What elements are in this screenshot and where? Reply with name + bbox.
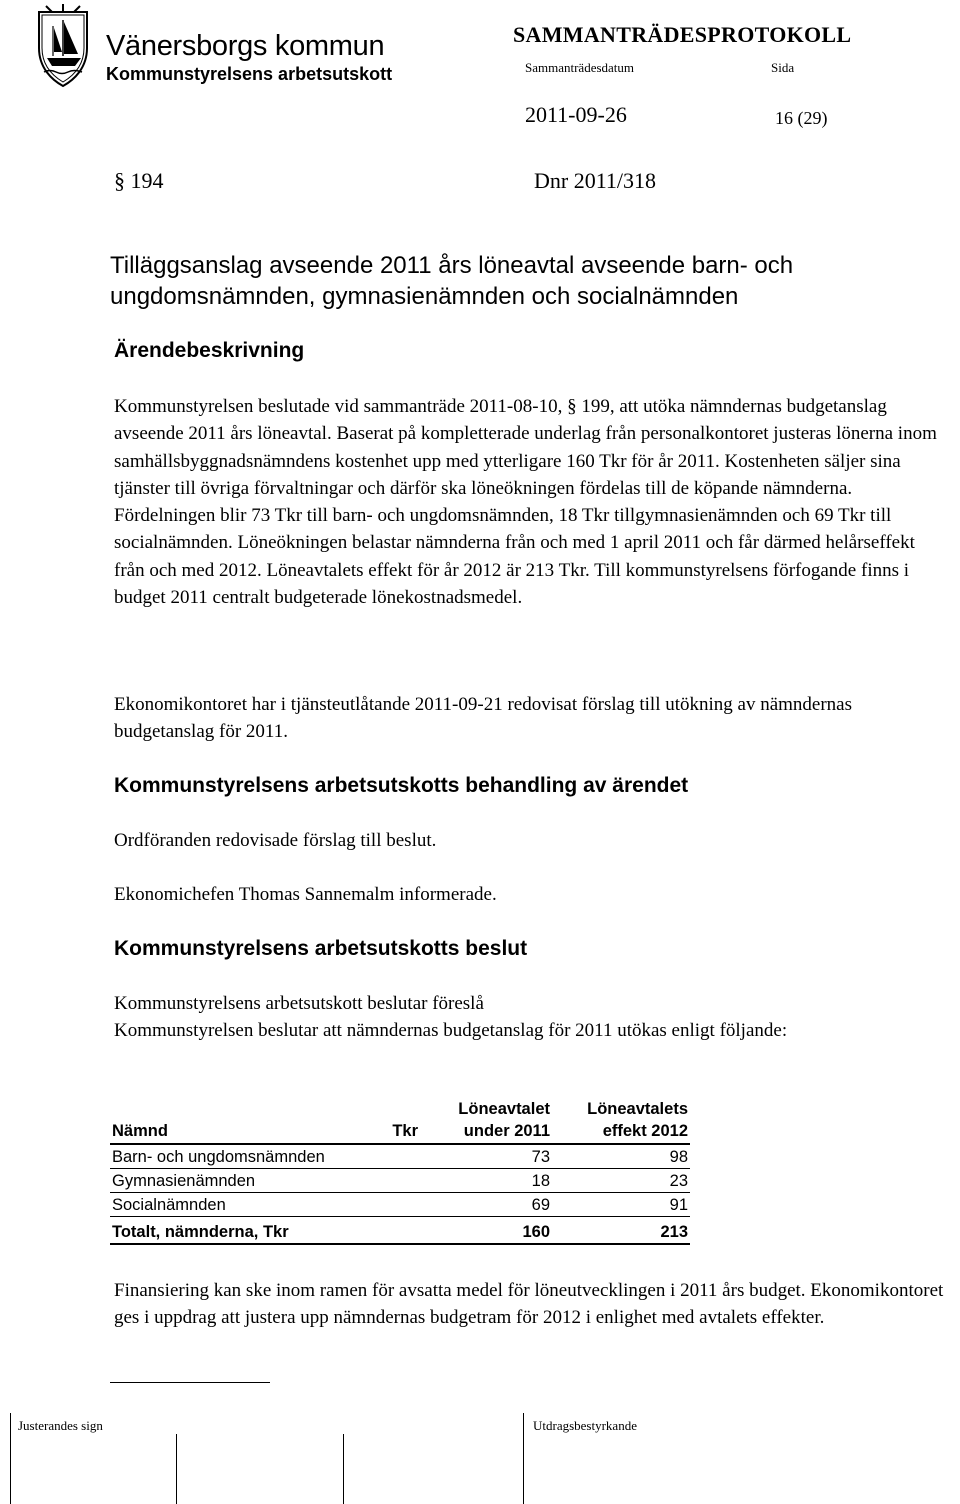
- total-under-2011: 160: [420, 1217, 552, 1245]
- row-effect-2012: 91: [552, 1193, 690, 1217]
- description-paragraph: Kommunstyrelsen beslutade vid sammanträde 2011-08-10, § 199, att utöka nämndernas budgetanslag avseende 2011 års löneavtal. Baserat på kompletterade underlag från personalkontoret justeras lönerna inom samhällsbyggnadsnämndens kostenhet upp med ytterligare 160 Tkr för år 2011. Kostenheten säljer sina tjänster till övriga förvaltningar och därför ska löneökningen fördelas till de köpande nämnderna. Fördelningen blir 73 Tkr till barn- och ungdomsnämnden, 18 Tkr tillgymnasienämnden och 69 Tkr till socialnämnden. Löneökningen belastar nämnderna från och med 1 april 2011 och får därmed helårseffekt från och med 2012. Löneavtalets effekt för år 2012 är 213 Tkr. Till kommunstyrelsens förfogande finns i budget 2011 centralt budgeterade lönekostnadsmedel.: [114, 396, 937, 609]
- decision-line-1: Kommunstyrelsens arbetsutskott beslutar föreslå: [114, 993, 484, 1014]
- column-header-effect-2012: Löneavtalets effekt 2012: [587, 1100, 688, 1140]
- description-heading: Ärendebeskrivning: [114, 339, 305, 362]
- table-total-row: [110, 1217, 690, 1245]
- row-name: Socialnämnden: [110, 1193, 372, 1217]
- total-tkr: [372, 1217, 420, 1245]
- row-name: Gymnasienämnden: [110, 1169, 372, 1193]
- meeting-date: 2011-09-26: [525, 102, 627, 127]
- decision-line-2: Kommunstyrelsen beslutar att nämndernas budgetanslag för 2011 utökas enligt följande:: [114, 1020, 788, 1041]
- column-header-under-2011: Löneavtalet under 2011: [458, 1100, 550, 1140]
- excerpt-certification-label: Utdragsbestyrkande: [533, 1418, 637, 1433]
- meeting-date-label: Sammanträdesdatum: [525, 60, 635, 75]
- cfo-paragraph: Ekonomichefen Thomas Sannemalm informerade.: [114, 884, 497, 905]
- total-name: Totalt, nämnderna, Tkr: [110, 1217, 372, 1245]
- handling-heading: Kommunstyrelsens arbetsutskotts behandling av ärendet: [114, 774, 689, 797]
- section-number: § 194: [114, 168, 164, 193]
- economy-office-paragraph: Ekonomikontoret har i tjänsteutlåtande 2011-09-21 redovisat förslag till utökning av nämndernas budgetanslag för 2011.: [114, 694, 853, 743]
- table-row: [110, 1169, 690, 1193]
- page-label: Sida: [771, 60, 795, 75]
- row-tkr: [372, 1169, 420, 1193]
- decision-paragraph: [114, 990, 946, 1044]
- column-header-tkr: Tkr: [392, 1122, 418, 1140]
- table-row: [110, 1193, 690, 1217]
- case-registration-number: Dnr 2011/318: [534, 168, 657, 193]
- budget-allocation-table: [110, 1098, 690, 1245]
- table-row: [110, 1144, 690, 1169]
- table-header-row: [110, 1098, 690, 1144]
- signatures-label: Justerandes sign: [18, 1418, 103, 1433]
- signature-box-divider: [523, 1413, 524, 1504]
- committee-name: Kommunstyrelsens arbetsutskott: [106, 64, 393, 84]
- signature-box-divider: [343, 1434, 344, 1504]
- signature-box-divider: [176, 1434, 177, 1504]
- organization-name: Vänersborgs kommun: [106, 30, 385, 62]
- footnote-rule: [110, 1382, 270, 1383]
- signature-box-divider: [10, 1413, 11, 1504]
- row-effect-2012: 98: [552, 1144, 690, 1169]
- column-header-name: Nämnd: [112, 1122, 168, 1140]
- case-title: Tilläggsanslag avseende 2011 års löneavtal avseende barn- och ungdomsnämnden, gymnasienämnden och socialnämnden: [110, 252, 794, 310]
- row-tkr: [372, 1193, 420, 1217]
- total-effect-2012: 213: [552, 1217, 690, 1245]
- row-tkr: [372, 1144, 420, 1169]
- row-name: Barn- och ungdomsnämnden: [110, 1144, 372, 1169]
- row-effect-2012: 23: [552, 1169, 690, 1193]
- decision-heading: Kommunstyrelsens arbetsutskotts beslut: [114, 937, 528, 960]
- financing-paragraph: Finansiering kan ske inom ramen för avsatta medel för löneutvecklingen i 2011 års budget. Ekonomikontoret ges i uppdrag att justera upp nämndernas budgetram för 2012 i enlighet med avtalets effekter.: [114, 1280, 944, 1328]
- document-type: SAMMANTRÄDESPROTOKOLL: [513, 22, 852, 47]
- page-number: 16 (29): [775, 108, 828, 128]
- row-under-2011: 73: [420, 1144, 552, 1169]
- municipality-crest-logo: [36, 4, 90, 88]
- row-under-2011: 69: [420, 1193, 552, 1217]
- row-under-2011: 18: [420, 1169, 552, 1193]
- chair-paragraph: Ordföranden redovisade förslag till beslut.: [114, 830, 437, 851]
